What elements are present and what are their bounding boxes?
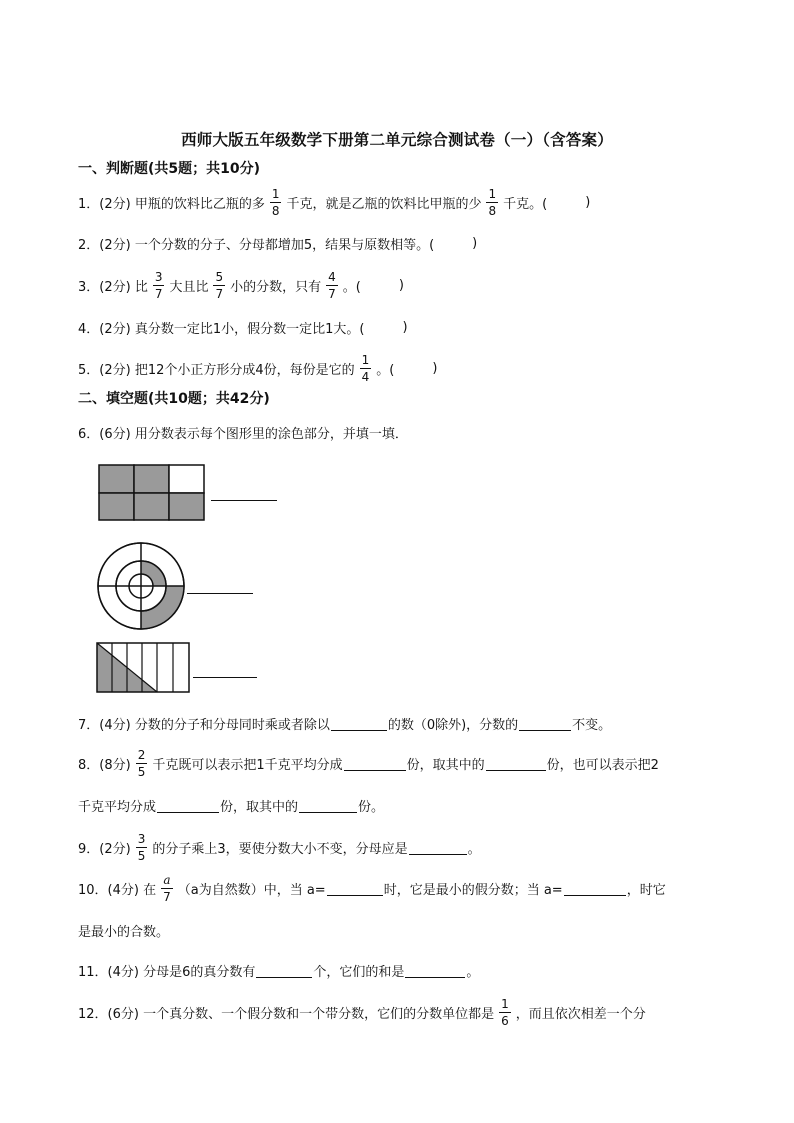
answer-line[interactable] [193, 677, 257, 678]
answer-blank[interactable] [564, 881, 626, 896]
fraction: $\frac{1}{6}$ [501, 996, 509, 1028]
section-heading-judgement: 一、判断题(共5题；共10分) [78, 161, 261, 177]
question-11: 11．(4分) 分母是6的真分数有 个，它们的和是 。 [78, 964, 480, 980]
answer-blank[interactable] [486, 756, 546, 771]
page-title: 西师大版五年级数学下册第二单元综合测试卷（一）（含答案） [181, 131, 613, 149]
shaded-triangle-figure [96, 642, 192, 694]
answer-blank[interactable] [327, 881, 383, 896]
question-1: 1．(2分) 甲瓶的饮料比乙瓶的多 $\frac{1}{8}$ 千克，就是乙瓶的饮料比甲瓶的少 $\frac{1}{8}$ 千克。( ) [78, 186, 591, 218]
fraction: $\frac{3}{7}$ [154, 269, 163, 301]
question-8: 8．(8分) $\frac{2}{5}$ 千克既可以表示把1千克平均分成 份，取其中的 份，也可以表示把2 [78, 747, 659, 779]
question-8-cont: 千克平均分成 份，取其中的 份。 [78, 799, 385, 815]
answer-blank[interactable] [256, 963, 312, 978]
fraction: $\frac{1}{8}$ [271, 186, 280, 218]
question-10-cont: 是最小的合数。 [78, 924, 170, 940]
answer-line[interactable] [211, 500, 277, 501]
answer-blank[interactable] [519, 716, 571, 731]
fraction: $\frac{2}{5}$ [137, 747, 146, 779]
shaded-grid-figure [98, 464, 208, 522]
section-heading-fill-blank: 二、填空题(共10题；共42分) [78, 391, 270, 407]
answer-blank[interactable] [299, 798, 357, 813]
question-12: 12．(6分) 一个真分数、一个假分数和一个带分数，它们的分数单位都是 $\frac{1}{6}$ ，而且依次相差一个分 [78, 996, 646, 1028]
fraction: $\frac{a}{7}$ [163, 872, 171, 904]
fraction: $\frac{5}{7}$ [215, 269, 224, 301]
fraction: $\frac{1}{4}$ [361, 352, 370, 384]
question-3: 3．(2分) 比 $\frac{3}{7}$ 大且比 $\frac{5}{7}$ 小的分数，只有 $\frac{4}{7}$ 。( ) [78, 269, 404, 301]
question-4: 4．(2分) 真分数一定比1小，假分数一定比1大。( ) [78, 319, 408, 337]
answer-blank[interactable] [157, 798, 219, 813]
question-6: 6．(6分) 用分数表示每个图形里的涂色部分，并填一填． [78, 426, 408, 442]
answer-blank[interactable] [405, 963, 465, 978]
question-5: 5．(2分) 把12个小正方形分成4份，每份是它的 $\frac{1}{4}$ 。( ) [78, 352, 438, 384]
question-2: 2．(2分) 一个分数的分子、分母都增加5，结果与原数相等。( ) [78, 235, 478, 253]
fraction: $\frac{3}{5}$ [137, 831, 146, 863]
answer-line[interactable] [187, 593, 253, 594]
answer-blank[interactable] [331, 716, 387, 731]
answer-blank[interactable] [344, 756, 406, 771]
fraction: $\frac{1}{8}$ [488, 186, 497, 218]
fraction: $\frac{4}{7}$ [328, 269, 336, 301]
question-10: 10．(4分) 在 $\frac{a}{7}$ （a为自然数）中，当 a= 时，它是最小的假分数；当 a= ，时它 [78, 872, 666, 904]
answer-blank[interactable] [409, 840, 467, 855]
question-9: 9．(2分) $\frac{3}{5}$ 的分子乘上3，要使分数大小不变，分母应是 。 [78, 831, 481, 863]
shaded-circle-figure [96, 541, 186, 631]
question-7: 7．(4分) 分数的分子和分母同时乘或者除以 的数（0除外)，分数的 不变。 [78, 717, 612, 733]
